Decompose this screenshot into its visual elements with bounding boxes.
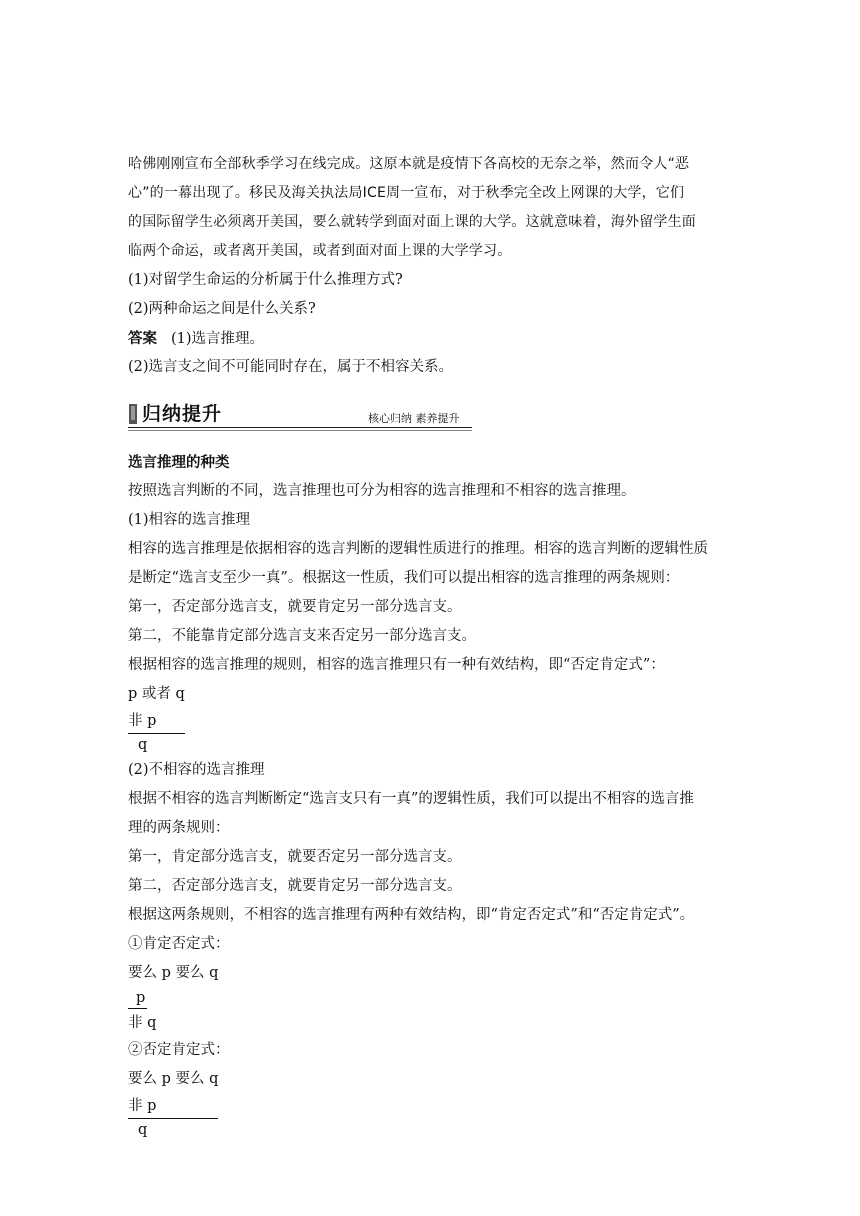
formula-conclusion: q: [128, 1118, 218, 1141]
answer-2: (2)选言支之间不可能同时存在，属于不相容关系。: [128, 359, 454, 375]
form-title: ②否定肯定式：: [128, 1042, 230, 1058]
formula-1: [128, 680, 185, 756]
answer-1: [128, 324, 736, 353]
rule-line: 第二，不能靠肯定部分选言支来否定另一部分选言支。: [128, 628, 476, 644]
formula-conclusion: 非 q: [128, 1015, 157, 1031]
formula-premise: 非 p: [128, 713, 157, 729]
formula-premise: 非 p: [128, 1098, 157, 1114]
formula-premise: p: [128, 988, 147, 1009]
subsection-title: (1)相容的选言推理: [128, 512, 251, 528]
story-paragraph: [128, 150, 736, 266]
formula-premise: 要么 p 要么 q: [128, 965, 219, 981]
formula-3: [128, 1065, 218, 1141]
banner-rule-thin: [128, 430, 472, 431]
answer-text: (1)选言推理。: [171, 331, 265, 347]
summary-line: 根据这两条规则，不相容的选言推理有两种有效结构，即“肯定否定式”和“否定肯定式”。: [128, 907, 695, 923]
document-page: [128, 150, 736, 1141]
formula-2: [128, 959, 218, 1036]
formula-premise: 要么 p 要么 q: [128, 1071, 219, 1087]
story-line: 的国际留学生必须离开美国，要么就转学到面对面上课的大学。这就意味着，海外留学生面: [128, 214, 696, 230]
bookmark-icon: [128, 404, 138, 424]
banner-title: 归纳提升: [142, 403, 223, 425]
banner-rule: [128, 427, 472, 428]
question-1: (1)对留学生命运的分析属于什么推理方式?: [128, 272, 403, 288]
subsection-title: (2)不相容的选言推理: [128, 762, 265, 778]
banner-subtitle: 核心归纳 素养提升: [368, 412, 460, 425]
paragraph-line: 理的两条规则：: [128, 820, 230, 836]
paragraph-line: 是断定“选言支至少一真”。根据这一性质，我们可以提出相容的选言推理的两条规则：: [128, 570, 680, 586]
story-line: 哈佛刚刚宣布全部秋季学习在线完成。这原本就是疫情下各高校的无奈之举，然而令人“恶: [128, 156, 690, 172]
paragraph-line: 相容的选言推理是依据相容的选言判断的逻辑性质进行的推理。相容的选言判断的逻辑性质: [128, 541, 708, 557]
story-line: 心”的一幕出现了。移民及海关执法局ICE周一宣布，对于秋季完全改上网课的大学，它们: [128, 185, 685, 201]
summary-line: 根据相容的选言推理的规则，相容的选言推理只有一种有效结构，即“否定肯定式”：: [128, 657, 665, 673]
rule-line: 第二，否定部分选言支，就要肯定另一部分选言支。: [128, 878, 462, 894]
section-heading: 选言推理的种类: [128, 454, 230, 471]
rule-line: 第一，否定部分选言支，就要肯定另一部分选言支。: [128, 599, 462, 615]
answer-label: 答案: [128, 330, 157, 347]
section-banner: [128, 396, 736, 436]
rule-line: 第一，肯定部分选言支，就要否定另一部分选言支。: [128, 849, 462, 865]
paragraph-line: 根据不相容的选言判断断定“选言支只有一真”的逻辑性质，我们可以提出不相容的选言推: [128, 791, 694, 807]
formula-premise: p 或者 q: [128, 686, 185, 702]
formula-conclusion: q: [128, 733, 185, 756]
form-title: ①肯定否定式：: [128, 936, 230, 952]
section-intro: 按照选言判断的不同，选言推理也可分为相容的选言推理和不相容的选言推理。: [128, 483, 636, 499]
story-line: 临两个命运，或者离开美国，或者到面对面上课的大学学习。: [128, 243, 512, 259]
question-2: (2)两种命运之间是什么关系?: [128, 301, 316, 317]
